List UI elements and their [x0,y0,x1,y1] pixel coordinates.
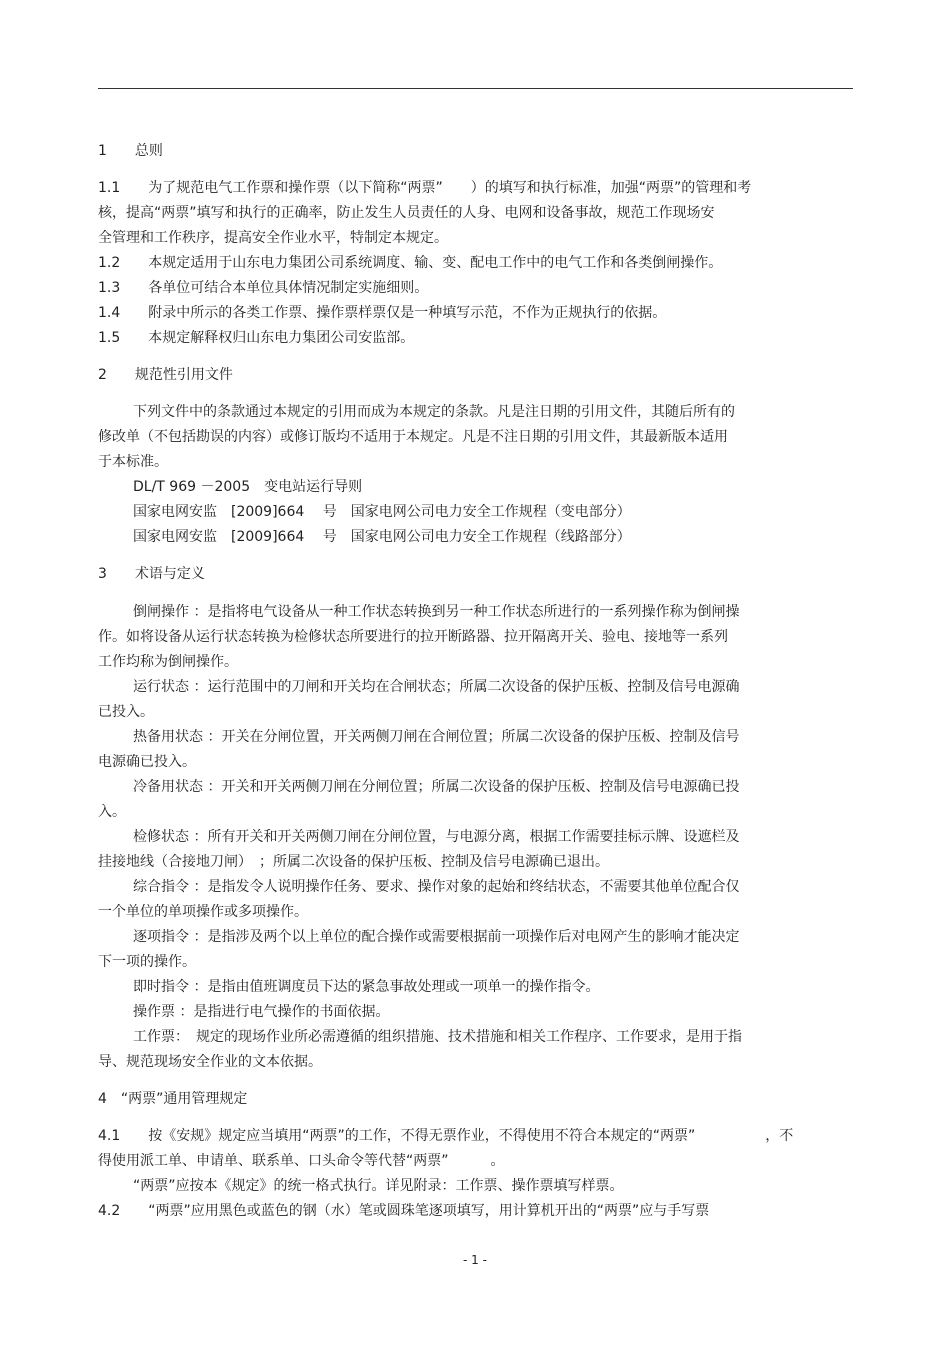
clause-4-2-line-1: 4.2 “两票”应用黑色或蓝色的钢（水）笔或圆珠笔逐项填写，用计算机开出的“两票”应与手写票 [98,1203,710,1219]
term-work-ticket-line-2: 导、规范现场安全作业的文本依据。 [98,1054,322,1070]
term-maintenance-line-1: 检修状态 ：所有开关和开关两侧刀闸在分闸位置，与电源分离，根据工作需要挂标示牌、设遮栏及 [133,829,740,845]
term-itemized-line-1: 逐项指令 ：是指涉及两个以上单位的配合操作或需要根据前一项操作后对电网产生的影响才能决定 [133,929,740,945]
term-hot-standby-line-2: 电源确已投入。 [98,754,196,770]
section-3-heading: 3 术语与定义 [98,566,205,582]
section-2-heading: 2 规范性引用文件 [98,367,233,383]
clause-1-1-line-3: 全管理和工作秩序，提高安全作业水平，特制定本规定。 [98,230,448,246]
reference-3: 国家电网安监 [2009]664 号 国家电网公司电力安全工作规程（线路部分） [133,529,631,545]
reference-2: 国家电网安监 [2009]664 号 国家电网公司电力安全工作规程（变电部分） [133,504,631,520]
clause-4-1-line-2: 得使用派工单、申请单、联系单、口头命令等代替“两票” 。 [98,1153,505,1169]
clause-4-1-line-3: “两票”应按本《规定》的统一格式执行。详见附录：工作票、操作票填写样票。 [133,1178,624,1194]
term-comprehensive-line-2: 一个单位的单项操作或多项操作。 [98,904,308,920]
term-running-line-1: 运行状态 ：运行范围中的刀闸和开关均在合闸状态；所属二次设备的保护压板、控制及信号电源确 [133,679,740,695]
clause-1-1-line-1: 1.1 为了规范电气工作票和操作票（以下简称“两票” ）的填写和执行标准，加强“两票”的管理和考 [98,180,752,196]
term-switching-line-2: 作。如将设备从运行状态转换为检修状态所要进行的拉开断路器、拉开隔离开关、验电、接地等一系列 [98,629,728,645]
term-itemized-line-2: 下一项的操作。 [98,954,196,970]
term-operation-ticket: 操作票 ：是指进行电气操作的书面依据。 [133,1004,390,1020]
clause-1-2: 1.2 本规定适用于山东电力集团公司系统调度、输、变、配电工作中的电气工作和各类倒闸操作。 [98,255,723,271]
term-hot-standby-line-1: 热备用状态 ：开关在分闸位置，开关两侧刀闸在合闸位置；所属二次设备的保护压板、控制及信号 [133,729,740,745]
term-cold-standby-line-2: 入。 [98,804,126,820]
term-immediate: 即时指令 ：是指由值班调度员下达的紧急事故处理或一项单一的操作指令。 [133,979,600,995]
header-rule [98,88,853,89]
clause-4-1-line-1: 4.1 按《安规》规定应当填用“两票”的工作，不得无票作业，不得使用不符合本规定的“两票” ，不 [98,1128,794,1144]
section-2-para-line-1: 下列文件中的条款通过本规定的引用而成为本规定的条款。凡是注日期的引用文件，其随后所有的 [133,404,735,420]
clause-1-4: 1.4 附录中所示的各类工作票、操作票样票仅是一种填写示范，不作为正规执行的依据。 [98,305,667,321]
term-running-line-2: 已投入。 [98,704,154,720]
section-2-para-line-3: 于本标准。 [98,454,168,470]
term-switching-line-1: 倒闸操作 ：是指将电气设备从一种工作状态转换到另一种工作状态所进行的一系列操作称为倒闸操 [133,604,740,620]
clause-1-1-line-2: 核，提高“两票”填写和执行的正确率，防止发生人员责任的人身、电网和设备事故，规范工作现场安 [98,205,715,221]
section-4-heading: 4 “两票”通用管理规定 [98,1091,248,1107]
reference-1: DL/T 969 －2005 变电站运行导则 [133,479,363,495]
term-comprehensive-line-1: 综合指令 ：是指发令人说明操作任务、要求、操作对象的起始和终结状态，不需要其他单位配合仅 [133,879,740,895]
term-switching-line-3: 工作均称为倒闸操作。 [98,654,238,670]
term-maintenance-line-2: 挂接地线（合接地刀闸） ；所属二次设备的保护压板、控制及信号电源确已退出。 [98,854,609,870]
section-1-heading: 1 总则 [98,143,163,159]
term-cold-standby-line-1: 冷备用状态 ：开关和开关两侧刀闸在分闸位置；所属二次设备的保护压板、控制及信号电源确已投 [133,779,740,795]
term-work-ticket-line-1: 工作票： 规定的现场作业所必需遵循的组织措施、技术措施和相关工作程序、工作要求，是用于指 [133,1029,742,1045]
page-number: - 1 - [463,1253,487,1267]
clause-1-5: 1.5 本规定解释权归山东电力集团公司安监部。 [98,330,415,346]
clause-1-3: 1.3 各单位可结合本单位具体情况制定实施细则。 [98,280,429,296]
section-2-para-line-2: 修改单（不包括勘误的内容）或修订版均不适用于本规定。凡是不注日期的引用文件，其最新版本适用 [98,429,728,445]
